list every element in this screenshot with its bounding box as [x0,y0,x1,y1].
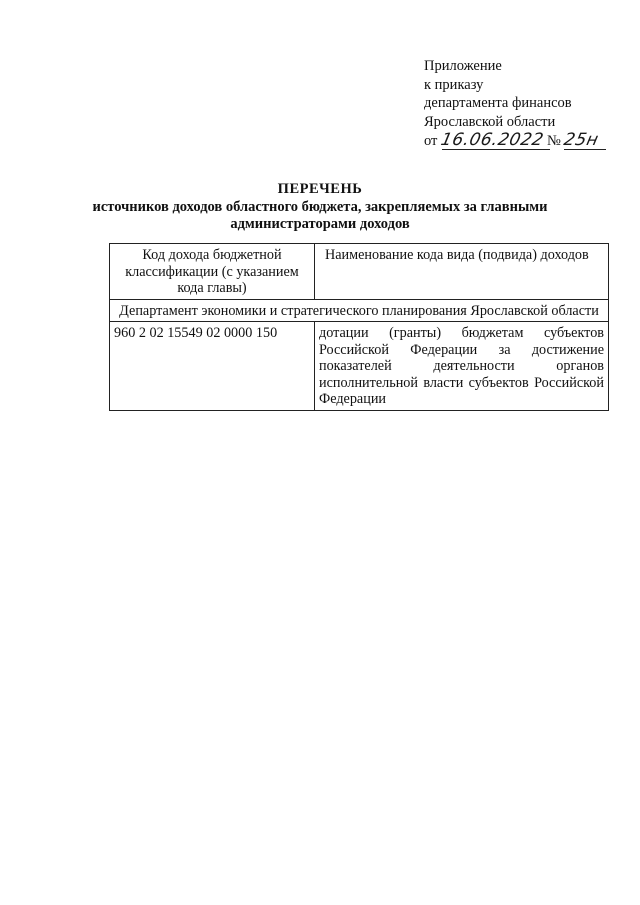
date-prefix: от [424,133,438,150]
appendix-order-ref: к приказу [424,76,484,93]
table-header-row [110,244,609,300]
department-cell: Департамент экономики и стратегического планирования Ярославской области [110,299,609,322]
title-heading: ПЕРЕЧЕНЬ [277,181,363,197]
table-row [110,322,609,411]
date-underline [442,149,550,150]
appendix-date-line [424,131,599,151]
appendix-label: Приложение [424,58,502,74]
handwritten-number: 25н [562,130,601,151]
appendix-region: Ярославской области [424,113,556,130]
appendix-block [424,57,599,151]
title-subtitle-line2: администраторами доходов [230,216,410,232]
revenue-code-cell: 960 2 02 15549 02 0000 150 [110,322,315,411]
document-title [0,181,640,234]
number-prefix: № [547,133,561,150]
header-name-cell: Наименование кода вида (подвида) доходов [315,244,609,300]
title-subtitle-line1: источников доходов областного бюджета, закрепляемых за главными [92,198,548,215]
handwritten-date: 16.06.2022 [438,130,546,151]
department-row [110,299,609,322]
appendix-department: департамента финансов [424,95,572,112]
revenue-name-cell: дотации (гранты) бюджетам субъектов Российской Федерации за достижение показателей деятельности органов исполнительной власти субъектов Российской Федерации [315,322,609,411]
number-underline [564,149,606,150]
revenue-sources-table [109,243,609,411]
header-code-cell: Код дохода бюджетной классификации (с указанием кода главы) [110,244,315,300]
